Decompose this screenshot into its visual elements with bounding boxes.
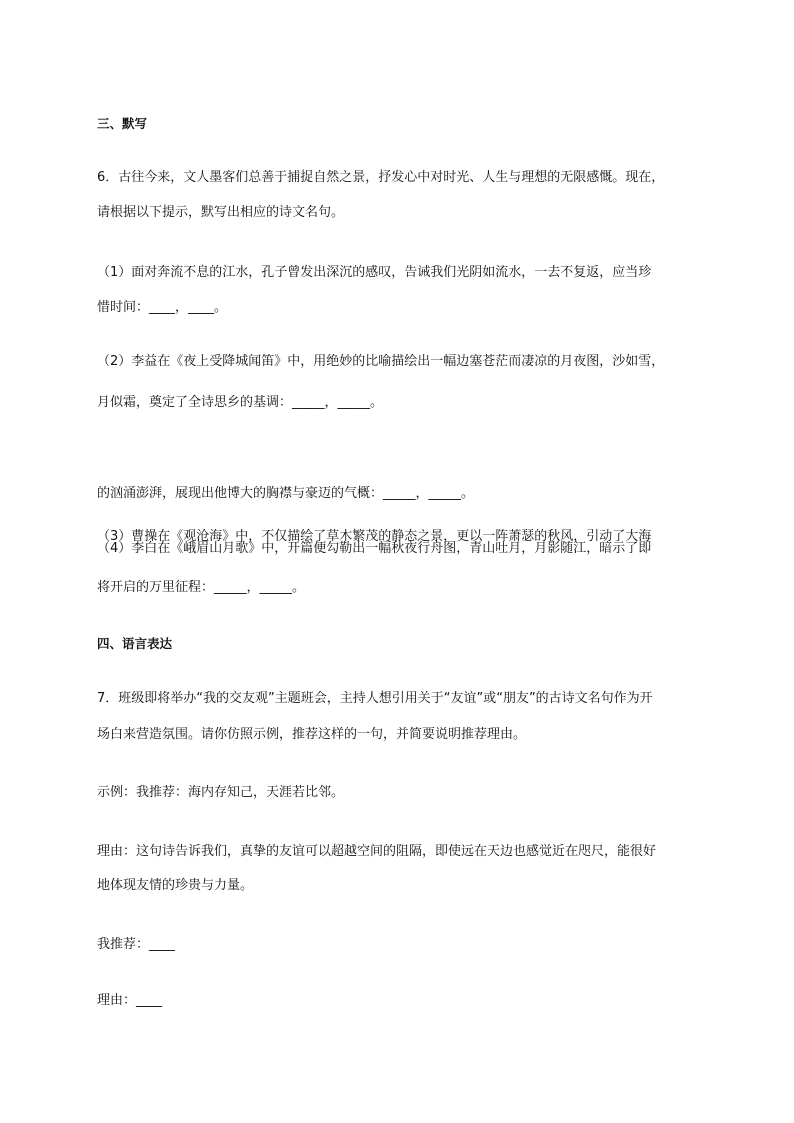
example-line: 示例：我推荐：海内存知己，天涯若比邻。 xyxy=(97,785,345,800)
subquestion-3-line-1: （3）曹操在《观沧海》中，不仅描绘了草木繁茂的静态之景，更以一阵萧瑟的秋风，引动了大海 xyxy=(97,529,652,544)
subquestion-1-line-2: 惜时间：____，____。 xyxy=(97,300,228,315)
subquestion-2-line-1: （2）李益在《夜上受降城闻笛》中，用绝妙的比喻描绘出一幅边塞苍茫而凄凉的月夜图，沙如雪， xyxy=(97,354,665,369)
section-heading-dictation: 三、默写 xyxy=(97,116,148,131)
subquestion-4-line-2: 将开启的万里征程：_____，_____。 xyxy=(97,580,306,595)
question-7-line-2: 场白来营造氛围。请你仿照示例，推荐这样的一句，并简要说明推荐理由。 xyxy=(97,727,527,742)
answer-reason-line: 理由：____ xyxy=(97,993,163,1008)
subquestion-2-line-2: 月似霜，奠定了全诗思乡的基调：_____，_____。 xyxy=(97,395,384,410)
answer-recommend-line: 我推荐：____ xyxy=(97,937,176,952)
subquestion-1-line-1: （1）面对奔流不息的江水，孔子曾发出深沉的感叹，告诫我们光阴如流水，一去不复返，应当珍 xyxy=(97,265,652,280)
section-heading-language-expression: 四、语言表达 xyxy=(97,636,173,651)
question-7-line-1: 7．班级即将举办“我的交友观”主题班会，主持人想引用关于“友谊”或“朋友”的古诗文名句作为开 xyxy=(97,691,653,706)
reason-line-1: 理由：这句诗告诉我们，真挚的友谊可以超越空间的阻隔，即使远在天边也感觉近在咫尺，能很好 xyxy=(97,844,657,859)
reason-line-2: 地体现友情的珍贵与力量。 xyxy=(97,878,254,893)
subquestion-3-line-2: 的汹涌澎湃，展现出他博大的胸襟与豪迈的气概：_____，_____。 xyxy=(97,486,475,501)
subquestion-4-line-1: （4）李白在《峨眉山月歌》中，开篇便勾勒出一幅秋夜行舟图，青山吐月，月影随江，暗示了即 xyxy=(97,541,652,556)
question-6-line-1: 6．古往今来，文人墨客们总善于捕捉自然之景，抒发心中对时光、人生与理想的无限感慨。现在， xyxy=(97,170,665,185)
question-6-line-2: 请根据以下提示，默写出相应的诗文名句。 xyxy=(97,205,345,220)
